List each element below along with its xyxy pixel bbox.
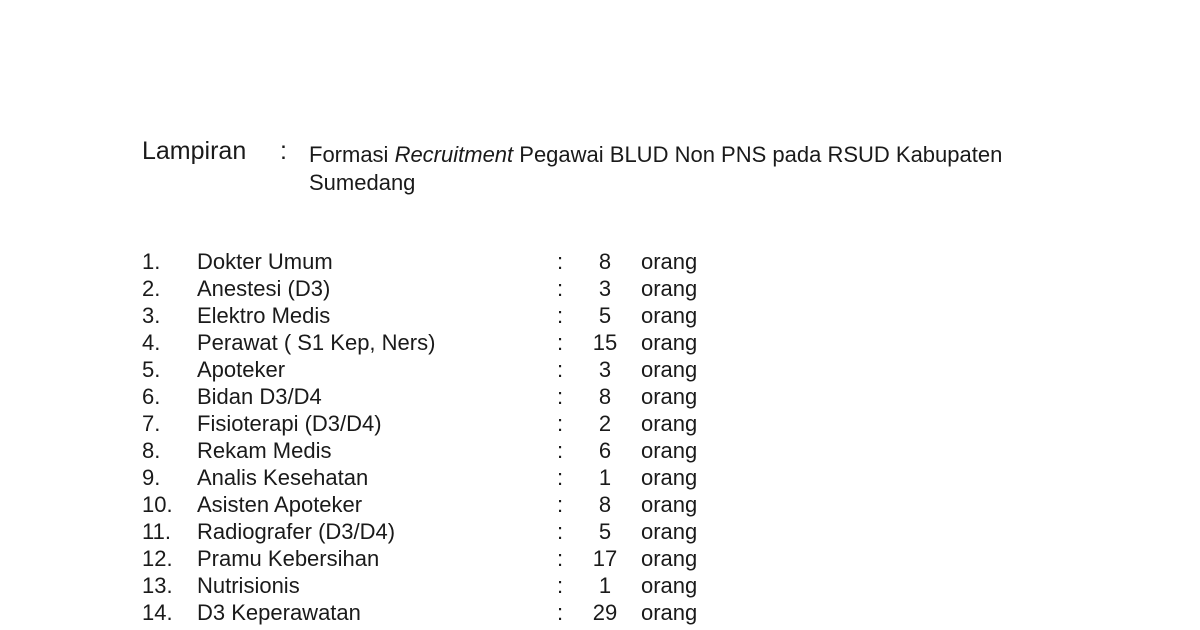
attachment-title-italic: Recruitment [394,142,514,167]
list-item [142,518,842,545]
item-number: 5. [142,357,161,382]
list-item [142,572,842,599]
item-separator: : [557,303,564,328]
list-item [142,302,842,329]
item-name: Dokter Umum [197,249,333,274]
item-unit: orang [641,276,698,301]
attachment-label: Lampiran [142,137,247,165]
formation-list [142,248,842,626]
item-count: 3 [598,357,612,382]
item-name: Anestesi (D3) [197,276,331,301]
list-item [142,599,842,626]
item-name: Fisioterapi (D3/D4) [197,411,382,436]
item-separator: : [557,600,564,625]
item-count: 1 [598,465,612,490]
item-name: Bidan D3/D4 [197,384,322,409]
list-item [142,545,842,572]
item-count: 29 [592,600,618,625]
item-separator: : [557,573,564,598]
item-name: Perawat ( S1 Kep, Ners) [197,330,436,355]
item-separator: : [557,465,564,490]
item-separator: : [557,438,564,463]
list-item [142,248,842,275]
list-item [142,383,842,410]
item-name: Rekam Medis [197,438,332,463]
item-unit: orang [641,384,698,409]
item-name: Nutrisionis [197,573,300,598]
item-number: 11. [142,519,171,544]
item-count: 2 [598,411,612,436]
item-separator: : [557,519,564,544]
attachment-title [309,141,1069,197]
item-number: 12. [142,546,173,571]
item-name: Pramu Kebersihan [197,546,380,571]
item-unit: orang [641,546,698,571]
item-unit: orang [641,573,698,598]
item-name: D3 Keperawatan [197,600,361,625]
item-number: 8. [142,438,161,463]
item-unit: orang [641,519,698,544]
list-item [142,356,842,383]
attachment-colon: : [280,137,287,165]
item-count: 3 [598,276,612,301]
item-number: 2. [142,276,161,301]
item-number: 6. [142,384,161,409]
item-unit: orang [641,600,698,625]
item-name: Asisten Apoteker [197,492,363,517]
item-number: 1. [142,249,161,274]
item-count: 5 [598,519,612,544]
item-separator: : [557,384,564,409]
item-number: 10. [142,492,173,517]
item-count: 8 [598,492,612,517]
item-number: 13. [142,573,173,598]
item-separator: : [557,249,564,274]
item-count: 5 [598,303,612,328]
item-name: Analis Kesehatan [197,465,369,490]
item-unit: orang [641,330,698,355]
list-item [142,410,842,437]
item-count: 15 [592,330,618,355]
attachment-title-part-1: Formasi [309,142,395,167]
item-count: 8 [598,249,612,274]
item-number: 14. [142,600,173,625]
item-name: Elektro Medis [197,303,331,328]
item-unit: orang [641,303,698,328]
item-count: 6 [598,438,612,463]
item-separator: : [557,546,564,571]
list-item [142,329,842,356]
item-count: 1 [598,573,612,598]
item-count: 8 [598,384,612,409]
item-separator: : [557,492,564,517]
item-number: 9. [142,465,161,490]
item-number: 3. [142,303,161,328]
list-item [142,437,842,464]
item-separator: : [557,411,564,436]
item-unit: orang [641,492,698,517]
item-separator: : [557,330,564,355]
item-unit: orang [641,465,698,490]
list-item [142,275,842,302]
attachment-title-part-2: Pegawai BLUD Non PNS pada RSUD Kabupaten Sumedang [309,142,1003,195]
list-item [142,464,842,491]
item-number: 4. [142,330,161,355]
list-item [142,491,842,518]
item-name: Radiografer (D3/D4) [197,519,396,544]
item-unit: orang [641,411,698,436]
item-unit: orang [641,249,698,274]
item-separator: : [557,276,564,301]
item-count: 17 [592,546,618,571]
item-name: Apoteker [197,357,286,382]
item-unit: orang [641,357,698,382]
item-unit: orang [641,438,698,463]
item-separator: : [557,357,564,382]
item-number: 7. [142,411,161,436]
